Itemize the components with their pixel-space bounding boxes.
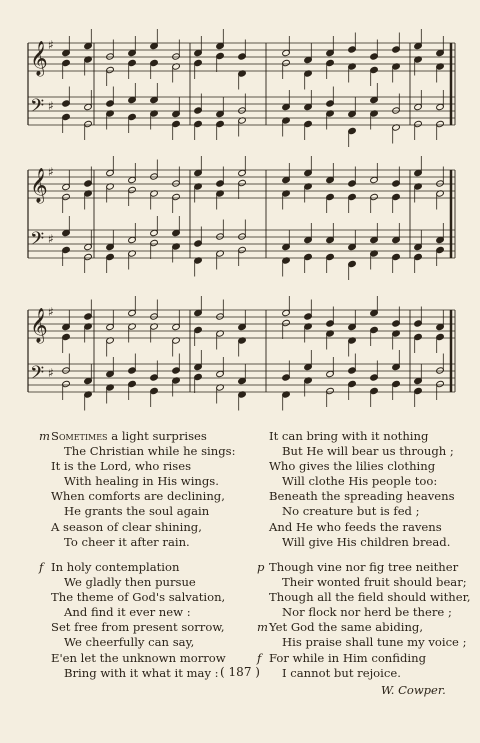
key-sharp: ♯ bbox=[48, 232, 54, 246]
verse-line bbox=[257, 560, 471, 575]
verse-text: His praise shall tune my voice ; bbox=[282, 635, 467, 650]
verse-line bbox=[257, 620, 471, 635]
verse-line bbox=[51, 535, 235, 550]
verse-text: Yet God the same abiding, bbox=[269, 620, 424, 635]
verse-line bbox=[269, 459, 455, 474]
verse-text: But He will bear us through ; bbox=[282, 444, 454, 459]
verse-text: In holy contemplation bbox=[51, 560, 180, 574]
verse-line bbox=[51, 590, 226, 605]
verse-text: The Christian while he sings: bbox=[64, 444, 236, 459]
verse-line bbox=[51, 520, 235, 535]
verse-text: No creature but is fed ; bbox=[282, 504, 420, 519]
verse-text: Bring with it what it may : bbox=[64, 665, 219, 680]
treble-clef: 𝄞 bbox=[30, 308, 48, 343]
verse-text: a light surprises bbox=[107, 429, 207, 443]
key-sharp: ♯ bbox=[48, 366, 54, 380]
verse-line bbox=[269, 535, 455, 550]
stanza-1 bbox=[39, 429, 236, 550]
verse-line bbox=[51, 651, 226, 666]
verse-text: And He who feeds the ravens bbox=[269, 519, 442, 534]
verse-text: To cheer it after rain. bbox=[64, 534, 190, 549]
verse-line bbox=[51, 504, 235, 519]
verse-text: For while in Him confiding bbox=[269, 650, 427, 665]
dynamic-mark: m bbox=[39, 429, 50, 443]
verse-text: E'en let the unknown morrow bbox=[51, 650, 226, 665]
stanza-4 bbox=[257, 560, 471, 681]
bass-clef: 𝄢 bbox=[30, 229, 45, 254]
verse-line bbox=[51, 575, 226, 590]
verse-line bbox=[39, 429, 235, 444]
treble-clef: 𝄞 bbox=[30, 41, 48, 76]
dynamic-mark: p bbox=[257, 560, 265, 574]
verse-text: I cannot but rejoice. bbox=[282, 665, 401, 680]
verse-text: Nor flock nor herd be there ; bbox=[282, 605, 452, 620]
verse-line bbox=[257, 650, 471, 666]
verse-line bbox=[51, 444, 235, 459]
verse-text: It is the Lord, who rises bbox=[51, 459, 192, 474]
verse-line bbox=[269, 520, 455, 535]
verse-line bbox=[51, 474, 235, 489]
verse-text: Their wonted fruit should bear; bbox=[282, 575, 467, 590]
verse-line bbox=[269, 474, 455, 489]
key-sharp: ♯ bbox=[48, 38, 54, 52]
key-sharp: ♯ bbox=[48, 165, 54, 179]
stanza-2 bbox=[269, 429, 455, 550]
verse-line bbox=[39, 560, 226, 575]
verse-text: When comforts are declining, bbox=[51, 489, 225, 504]
author-credit: W. Cowper. bbox=[381, 683, 446, 697]
verse-text: We cheerfully can say, bbox=[64, 635, 195, 650]
verse-text: And find it ever new : bbox=[64, 605, 191, 620]
verse-line bbox=[51, 489, 235, 504]
verse-line bbox=[269, 444, 455, 459]
verse-line bbox=[51, 635, 226, 650]
verse-lead-word: Sometimes bbox=[51, 429, 108, 443]
key-sharp: ♯ bbox=[48, 99, 54, 113]
verse-line bbox=[269, 635, 471, 650]
bass-clef: 𝄢 bbox=[30, 363, 45, 388]
verse-text: He grants the soul again bbox=[64, 504, 210, 519]
verse-text: The theme of God's salvation, bbox=[51, 590, 226, 605]
verse-line bbox=[269, 429, 455, 444]
dynamic-mark: f bbox=[257, 650, 262, 665]
verse-line bbox=[269, 575, 471, 590]
page-number: ( 187 ) bbox=[220, 665, 260, 679]
verse-line bbox=[51, 459, 235, 474]
verse-line bbox=[269, 590, 471, 605]
verse-line bbox=[269, 504, 455, 519]
verse-text: Who gives the lilies clothing bbox=[269, 459, 436, 474]
dynamic-mark: m bbox=[257, 620, 268, 635]
verse-line bbox=[269, 489, 455, 504]
verse-text: With healing in His wings. bbox=[64, 474, 219, 489]
key-sharp: ♯ bbox=[48, 305, 54, 319]
verse-line bbox=[269, 605, 471, 620]
verse-text: Will clothe His people too: bbox=[282, 474, 438, 489]
treble-clef: 𝄞 bbox=[30, 168, 48, 203]
verse-text: Set free from present sorrow, bbox=[51, 620, 225, 635]
dynamic-mark: f bbox=[39, 560, 44, 574]
verse-text: Though vine nor fig tree neither bbox=[269, 560, 459, 574]
verse-line bbox=[51, 620, 226, 635]
verse-text: It can bring with it nothing bbox=[269, 429, 429, 443]
stanza-3 bbox=[39, 560, 226, 681]
verse-line bbox=[51, 605, 226, 620]
bass-clef: 𝄢 bbox=[30, 96, 45, 121]
verse-text: A season of clear shining, bbox=[51, 519, 202, 534]
verse-text: Beneath the spreading heavens bbox=[269, 489, 455, 504]
verse-text: Will give His children bread. bbox=[282, 534, 451, 549]
verse-text: We gladly then pursue bbox=[64, 575, 196, 590]
verse-text: Though all the field should wither, bbox=[269, 590, 471, 605]
